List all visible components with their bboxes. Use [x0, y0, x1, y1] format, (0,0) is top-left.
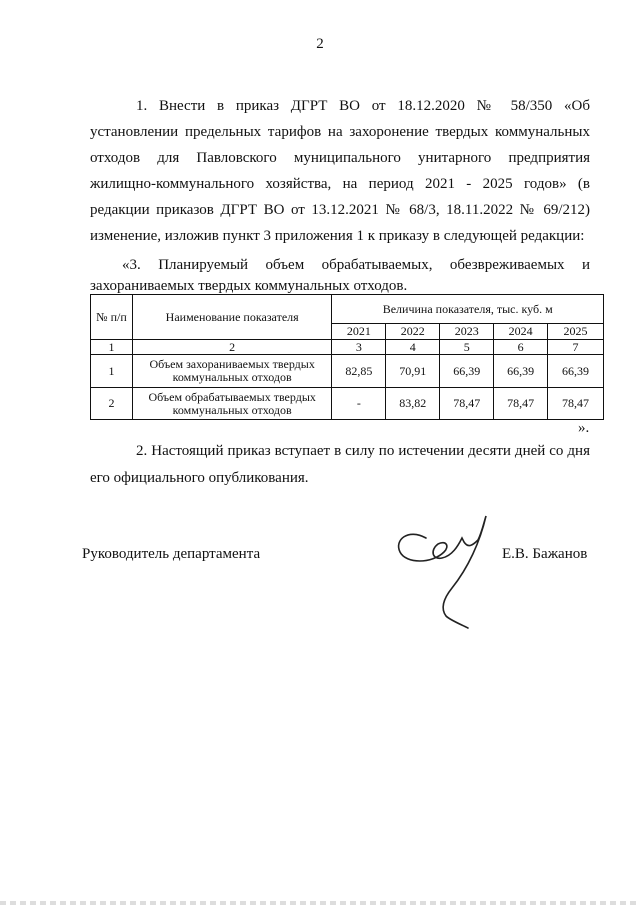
table-row — [91, 388, 604, 420]
table-intro: «3. Планируемый объем обрабатываемых, обезвреживаемых и захораниваемых твердых коммунальных отходов. — [90, 257, 590, 294]
index-cell: 5 — [440, 340, 494, 355]
header-year: 2021 — [332, 324, 386, 340]
index-cell: 7 — [548, 340, 604, 355]
page-number: 2 — [316, 36, 324, 52]
row-value: 82,85 — [332, 355, 386, 388]
index-cell: 2 — [132, 340, 332, 355]
header-year: 2023 — [440, 324, 494, 340]
index-cell: 3 — [332, 340, 386, 355]
header-year: 2025 — [548, 324, 604, 340]
indicators-table — [90, 294, 604, 420]
row-num: 1 — [91, 355, 133, 388]
row-num: 2 — [91, 388, 133, 420]
row-value: 70,91 — [386, 355, 440, 388]
header-num: № п/п — [91, 295, 133, 340]
row-value: 66,39 — [440, 355, 494, 388]
paragraph-2: 2. Настоящий приказ вступает в силу по истечении десяти дней со дня его официального опубликования. — [90, 443, 590, 486]
row-value: 66,39 — [548, 355, 604, 388]
header-name: Наименование показателя — [132, 295, 332, 340]
row-value: 78,47 — [548, 388, 604, 420]
signature-image — [388, 512, 498, 632]
closing-quote: ». — [578, 420, 590, 436]
header-year: 2022 — [386, 324, 440, 340]
row-value: 78,47 — [440, 388, 494, 420]
row-value: 66,39 — [494, 355, 548, 388]
signer-name: Е.В. Бажанов — [502, 546, 588, 562]
scan-edge — [0, 901, 640, 905]
index-cell: 1 — [91, 340, 133, 355]
row-value: 78,47 — [494, 388, 548, 420]
index-row — [91, 340, 604, 355]
header-value: Величина показателя, тыс. куб. м — [332, 295, 604, 324]
row-name: Объем обрабатываемых твердых коммунальных отходов — [132, 388, 332, 420]
index-cell: 6 — [494, 340, 548, 355]
signer-title: Руководитель департамента — [82, 546, 261, 562]
table-row — [91, 355, 604, 388]
row-value: - — [332, 388, 386, 420]
paragraph-1: 1. Внести в приказ ДГРТ ВО от 18.12.2020 № 58/350 «Об установлении предельных тарифов на захоронение твердых коммунальных отходов для Павловского муниципального унитарного предприятия жилищно-коммунального хозяйства, на период 2021 - 2025 годов» (в редакции приказов ДГРТ ВО от 13.12.2021 № 68/3, 18.11.2022 № 69/212) изменение, изложив пункт 3 приложения 1 к приказу в следующей редакции: — [90, 98, 590, 244]
row-name: Объем захораниваемых твердых коммунальных отходов — [132, 355, 332, 388]
header-year: 2024 — [494, 324, 548, 340]
row-value: 83,82 — [386, 388, 440, 420]
index-cell: 4 — [386, 340, 440, 355]
